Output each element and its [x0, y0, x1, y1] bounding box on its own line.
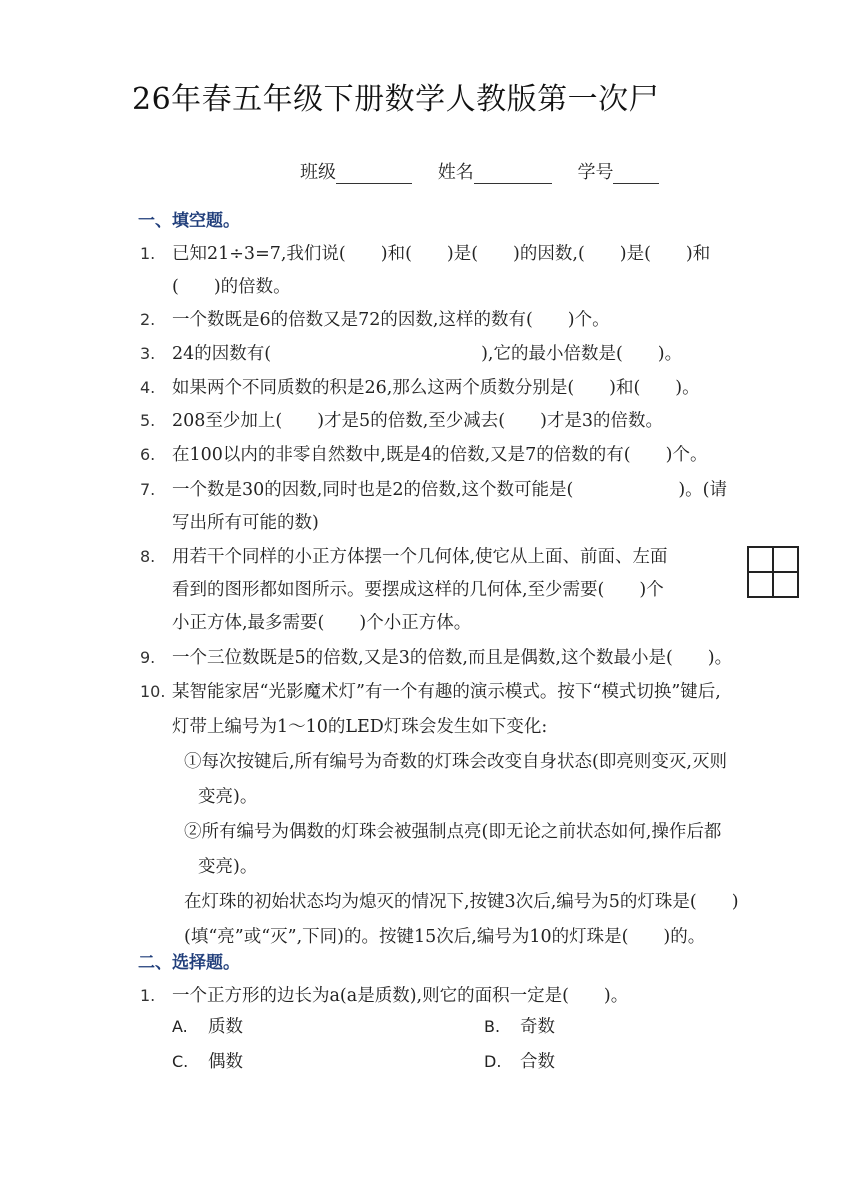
question-text: 灯带上编号为1～10的LED灯珠会发生如下变化:: [172, 717, 548, 737]
question-text: ①每次按键后,所有编号为奇数的灯珠会改变自身状态(即亮则变灭,灭则: [184, 752, 727, 772]
name-blank[interactable]: [474, 163, 552, 184]
question-number: 9.: [140, 648, 156, 667]
class-blank[interactable]: [336, 163, 412, 184]
question-number: 4.: [140, 378, 156, 397]
question-number: 1.: [140, 986, 156, 1005]
question-text: 小正方体,最多需要( )个小正方体。: [172, 613, 472, 633]
question-text: (填“亮”或“灭”,下同)的。按键15次后,编号为10的灯珠是( )的。: [184, 927, 706, 947]
student-info-row: [300, 158, 679, 184]
class-label: 班级: [300, 162, 336, 183]
option-text: 合数: [520, 1052, 555, 1072]
question-10: [140, 674, 810, 955]
section-heading-fill-in: 一、填空题。: [138, 211, 240, 231]
option-letter: B.: [484, 1017, 501, 1036]
question-text: 24的因数有( ),它的最小倍数是( )。: [172, 344, 683, 364]
student-id-blank[interactable]: [613, 163, 659, 184]
question-number: 6.: [140, 445, 156, 464]
question-number: 2.: [140, 310, 156, 329]
question-3: [140, 337, 810, 371]
question-text: 如果两个不同质数的积是26,那么这两个质数分别是( )和( )。: [172, 378, 700, 398]
question-6: [140, 438, 810, 472]
question-number: 10.: [140, 682, 166, 701]
question-9: [140, 641, 810, 675]
question-number: 1.: [140, 244, 156, 263]
question-number: 7.: [140, 480, 156, 499]
option-text: 偶数: [208, 1052, 243, 1072]
question-1: [140, 237, 810, 304]
question-text: 变亮)。: [198, 787, 258, 807]
question-text: 一个数是30的因数,同时也是2的倍数,这个数可能是( )。(请: [172, 480, 728, 500]
view-grid-figure: [747, 546, 799, 598]
question-text: 一个三位数既是5的倍数,又是3的倍数,而且是偶数,这个数最小是( )。: [172, 648, 733, 668]
question-2: [140, 303, 810, 337]
question-text: 写出所有可能的数): [172, 513, 319, 533]
question-4: [140, 371, 810, 405]
page-title: 26年春五年级下册数学人教版第一次尸: [132, 82, 660, 117]
question-5: [140, 404, 810, 438]
question-text: 在灯珠的初始状态均为熄灭的情况下,按键3次后,编号为5的灯珠是( ): [184, 892, 739, 912]
grid-divider: [749, 571, 797, 573]
option-a[interactable]: [172, 1013, 243, 1038]
question-8: [140, 540, 810, 640]
option-d[interactable]: [484, 1048, 555, 1073]
question-text: 变亮)。: [198, 857, 258, 877]
option-c[interactable]: [172, 1048, 243, 1073]
question-number: 8.: [140, 547, 156, 566]
option-text: 质数: [208, 1017, 243, 1037]
question-text: 一个正方形的边长为a(a是质数),则它的面积一定是( )。: [172, 986, 629, 1006]
question-7: [140, 473, 810, 540]
question-text: 某智能家居“光影魔术灯”有一个有趣的演示模式。按下“模式切换”键后,: [172, 682, 721, 702]
section-heading-multiple-choice: 二、选择题。: [138, 953, 240, 973]
question-number: 5.: [140, 411, 156, 430]
option-b[interactable]: [484, 1013, 555, 1038]
name-label: 姓名: [437, 162, 474, 183]
question-text: 用若干个同样的小正方体摆一个几何体,使它从上面、前面、左面: [172, 547, 668, 567]
option-letter: C.: [172, 1052, 189, 1071]
question-number: 3.: [140, 344, 156, 363]
question-text: 在100以内的非零自然数中,既是4的倍数,又是7的倍数的有( )个。: [172, 445, 708, 465]
question-text: 一个数既是6的倍数又是72的因数,这样的数有( )个。: [172, 310, 610, 330]
choice-question-1: [140, 979, 810, 1013]
student-id-label: 学号: [577, 162, 614, 183]
question-text: 已知21÷3=7,我们说( )和( )是( )的因数,( )是( )和: [172, 244, 711, 264]
option-letter: A.: [172, 1017, 188, 1036]
option-letter: D.: [484, 1052, 502, 1071]
question-text: ( )的倍数。: [172, 277, 291, 297]
option-text: 奇数: [520, 1017, 555, 1037]
question-text: 208至少加上( )才是5的倍数,至少减去( )才是3的倍数。: [172, 411, 664, 431]
question-text: 看到的图形都如图所示。要摆成这样的几何体,至少需要( )个: [172, 580, 664, 600]
question-text: ②所有编号为偶数的灯珠会被强制点亮(即无论之前状态如何,操作后都: [184, 822, 722, 842]
